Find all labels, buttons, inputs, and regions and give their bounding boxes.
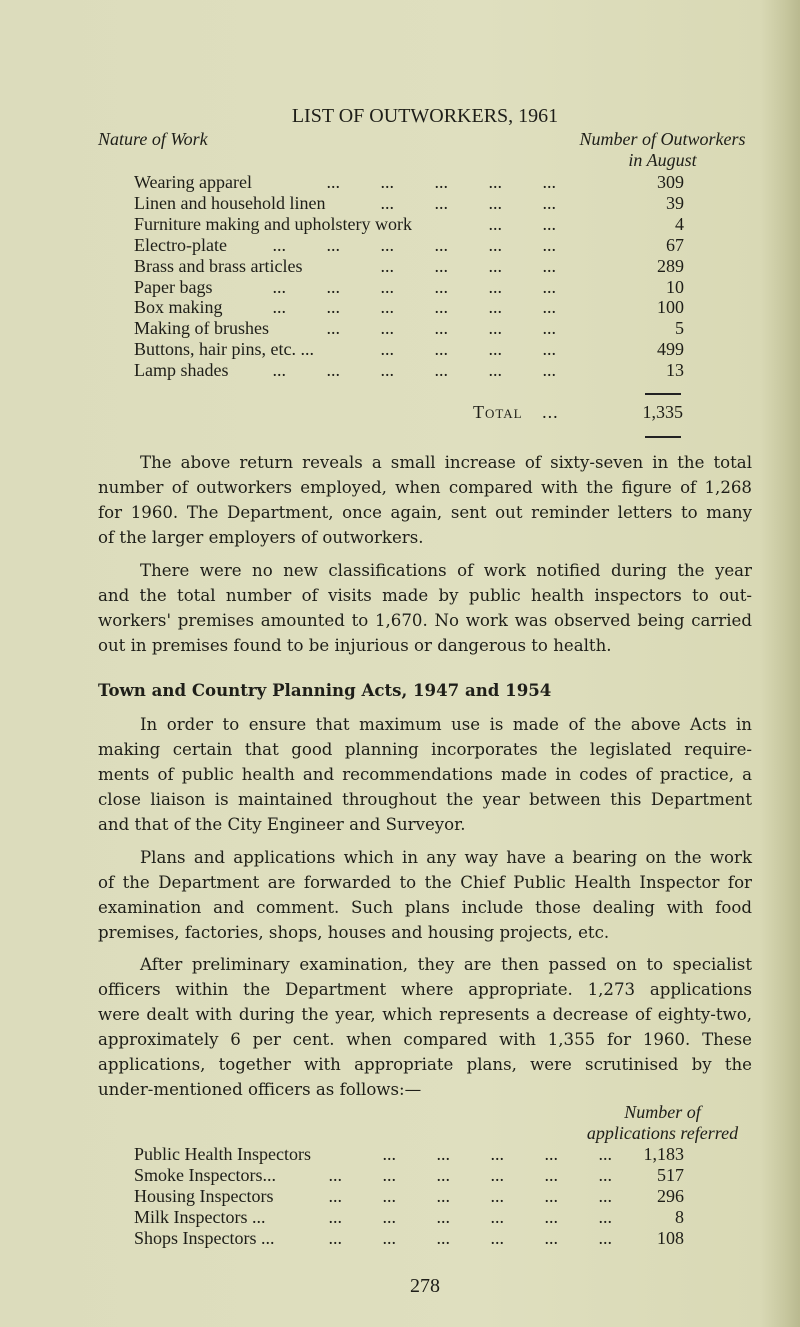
row-label: Wearing apparel bbox=[134, 172, 252, 192]
text-line: under-mentioned officers as follows:— bbox=[98, 1080, 422, 1099]
paragraph bbox=[98, 558, 752, 658]
dot-leader: ... ... ... ... bbox=[380, 339, 556, 360]
text-line: premises, factories, shops, houses and housing projects, etc. bbox=[98, 923, 610, 942]
paragraph bbox=[98, 450, 752, 550]
total-value: 1,335 bbox=[642, 402, 683, 422]
paragraph bbox=[98, 712, 752, 837]
table-row bbox=[134, 172, 684, 193]
text-line: There were no new classifications of work notified during the year bbox=[140, 561, 752, 580]
dot-leader: ... ... ... ... ... ... bbox=[328, 1207, 612, 1227]
dot-leader: ... ... bbox=[488, 213, 556, 234]
page-number: 278 bbox=[410, 1275, 440, 1297]
row-value: 296 bbox=[657, 1186, 684, 1206]
column-header-line-2: applications referred bbox=[586, 1123, 739, 1143]
total-rule-top bbox=[645, 393, 681, 395]
table-row bbox=[134, 214, 684, 235]
text-line: After preliminary examination, they are then passed on to specialist bbox=[140, 955, 752, 974]
text-line: were dealt with during the year, which represents a decrease of eighty-two, bbox=[98, 1005, 752, 1024]
row-value: 8 bbox=[675, 1207, 684, 1227]
row-value: 309 bbox=[657, 172, 684, 192]
total-label: Total bbox=[473, 402, 523, 422]
row-label: Electro-plate bbox=[134, 234, 227, 255]
row-label: Housing Inspectors bbox=[134, 1186, 274, 1206]
text-line: officers within the Department where appropriate. 1,273 applications bbox=[98, 980, 752, 999]
total-leader: ... bbox=[542, 402, 559, 422]
table-row bbox=[134, 277, 684, 298]
paragraph bbox=[98, 952, 752, 1102]
table-title: LIST OF OUTWORKERS, 1961 bbox=[291, 105, 559, 127]
dot-leader: ... ... ... ... ... ... bbox=[328, 1228, 612, 1248]
row-value: 1,183 bbox=[643, 1144, 684, 1164]
text-line: ments of public health and recommendations made in codes of practice, a bbox=[98, 765, 752, 784]
text-line: and that of the City Engineer and Surveyor. bbox=[98, 815, 466, 834]
column-header-line-1: Number of bbox=[624, 1102, 701, 1122]
table-row bbox=[134, 360, 684, 381]
text-line: workers' premises amounted to 1,670. No work was observed being carried bbox=[98, 611, 752, 630]
row-label: Smoke Inspectors... bbox=[134, 1165, 276, 1185]
row-value: 10 bbox=[666, 276, 684, 297]
row-value: 13 bbox=[666, 360, 684, 381]
column-header-nature-of-work: Nature of Work bbox=[98, 129, 208, 149]
row-label: Shops Inspectors ... bbox=[134, 1228, 275, 1248]
applications-column-header bbox=[570, 1102, 755, 1144]
row-value: 4 bbox=[675, 213, 684, 234]
text-line: out in premises found to be injurious or dangerous to health. bbox=[98, 636, 612, 655]
row-value: 499 bbox=[657, 339, 684, 360]
dot-leader: ... ... ... ... ... ... bbox=[272, 234, 556, 255]
paragraph bbox=[98, 845, 752, 945]
text-line: of the Department are forwarded to the Chief Public Health Inspector for bbox=[98, 873, 752, 892]
table-row bbox=[134, 1165, 684, 1186]
text-line: for 1960. The Department, once again, sent out reminder letters to many bbox=[98, 503, 752, 522]
row-label: Linen and household linen bbox=[134, 192, 326, 213]
row-label: Buttons, hair pins, etc. ... bbox=[134, 339, 314, 360]
section-heading: Town and Country Planning Acts, 1947 and 1954 bbox=[98, 680, 552, 700]
table-row bbox=[134, 339, 684, 360]
dot-leader: ... ... ... ... bbox=[380, 192, 556, 213]
table-row bbox=[134, 297, 684, 318]
text-line: making certain that good planning incorporates the legislated require- bbox=[98, 740, 752, 759]
row-value: 5 bbox=[675, 318, 684, 339]
text-line: In order to ensure that maximum use is made of the above Acts in bbox=[140, 715, 752, 734]
row-label: Furniture making and upholstery work bbox=[134, 213, 412, 234]
table-row bbox=[134, 235, 684, 256]
row-value: 67 bbox=[666, 234, 684, 255]
dot-leader: ... ... ... ... ... bbox=[382, 1144, 612, 1164]
dot-leader: ... ... ... ... ... ... bbox=[272, 360, 556, 381]
column-header-line-2: in August bbox=[628, 150, 697, 170]
table-row bbox=[134, 1228, 684, 1249]
row-value: 100 bbox=[657, 297, 684, 318]
table-row bbox=[134, 1186, 684, 1207]
table-row bbox=[134, 318, 684, 339]
dot-leader: ... ... ... ... ... ... bbox=[328, 1186, 612, 1206]
row-value: 517 bbox=[657, 1165, 684, 1185]
table-row bbox=[134, 1207, 684, 1228]
dot-leader: ... ... ... ... ... bbox=[326, 318, 556, 339]
dot-leader: ... ... ... ... ... bbox=[326, 172, 556, 192]
total-row bbox=[473, 402, 559, 423]
text-line: The above return reveals a small increase of sixty-seven in the total bbox=[140, 453, 752, 472]
row-label: Public Health Inspectors bbox=[134, 1144, 311, 1164]
dot-leader: ... ... ... ... ... ... bbox=[328, 1165, 612, 1185]
column-header-number bbox=[570, 129, 755, 171]
text-line: applications, together with appropriate plans, were scrutinised by the bbox=[98, 1055, 752, 1074]
table-row bbox=[134, 193, 684, 214]
text-line: number of outworkers employed, when compared with the figure of 1,268 bbox=[98, 478, 752, 497]
row-label: Box making bbox=[134, 297, 223, 318]
row-value: 108 bbox=[657, 1228, 684, 1248]
row-label: Brass and brass articles bbox=[134, 255, 303, 276]
dot-leader: ... ... ... ... bbox=[380, 255, 556, 276]
row-label: Lamp shades bbox=[134, 360, 229, 381]
text-line: close liaison is maintained throughout the year between this Department bbox=[98, 790, 752, 809]
table-row bbox=[134, 1144, 684, 1165]
column-header-line-1: Number of Outworkers bbox=[579, 129, 746, 149]
dot-leader: ... ... ... ... ... ... bbox=[272, 276, 556, 297]
text-line: approximately 6 per cent. when compared with 1,355 for 1960. These bbox=[98, 1030, 752, 1049]
row-value: 39 bbox=[666, 192, 684, 213]
table-row bbox=[134, 256, 684, 277]
row-label: Milk Inspectors ... bbox=[134, 1207, 266, 1227]
text-line: Plans and applications which in any way have a bearing on the work bbox=[140, 848, 752, 867]
row-label: Paper bags bbox=[134, 276, 213, 297]
dot-leader: ... ... ... ... ... ... bbox=[272, 297, 556, 318]
row-value: 289 bbox=[657, 255, 684, 276]
text-line: and the total number of visits made by public health inspectors to out- bbox=[98, 586, 752, 605]
text-line: of the larger employers of outworkers. bbox=[98, 528, 424, 547]
row-label: Making of brushes bbox=[134, 318, 269, 339]
text-line: examination and comment. Such plans include those dealing with food bbox=[98, 898, 752, 917]
total-rule-bottom bbox=[645, 436, 681, 438]
